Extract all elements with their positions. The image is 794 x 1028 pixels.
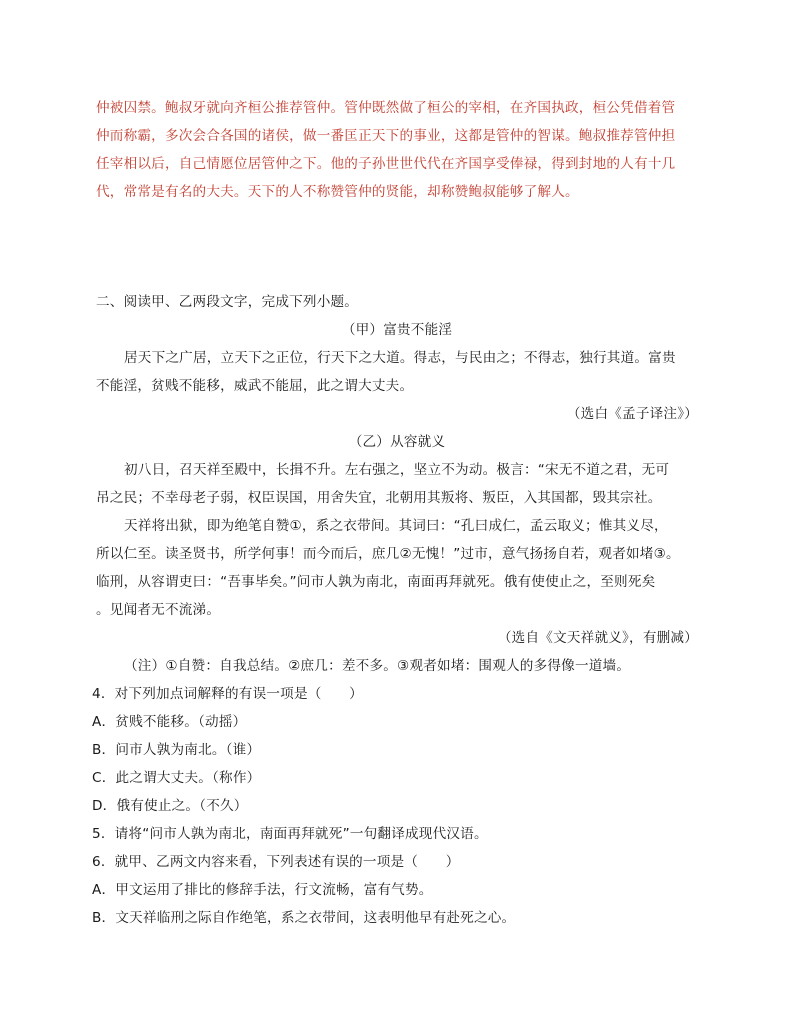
passage-yi-line: 所以仁至。读圣贤书，所学何事！而今而后，庶几②无愧！”过市，意气扬扬自若，观者如堵③。 — [96, 546, 680, 562]
passage-yi-line: 天祥将出狱，即为绝笔自赞①，系之衣带间。其词曰：“孔曰成仁，孟云取义；惟其义尽， — [124, 518, 668, 534]
passage-yi-line: 吊之民；不幸母老子弱，权臣误国，用舍失宜，北朝用其叛将、叛臣，入其国都，毁其宗社。 — [96, 490, 662, 506]
section-heading: 二、阅读甲、乙两段文字，完成下列小题。 — [96, 294, 359, 310]
option-6b: B．文天祥临刑之际自作绝笔，系之衣带间，这表明他早有赴死之心。 — [92, 910, 516, 926]
translation-line: 代，常常是有名的大夫。天下的人不称赞管仲的贤能，却称赞鲍叔能够了解人。 — [96, 184, 579, 200]
passage-jia-line: 居天下之广居，立天下之正位，行天下之大道。得志，与民由之；不得志，独行其道。富贵 — [124, 350, 676, 366]
passage-yi-line: 初八日，召天祥至殿中，长揖不升。左右强之，坚立不为动。极言：“宋无不道之君，无可 — [124, 462, 670, 478]
translation-line: 任宰相以后，自己情愿位居管仲之下。他的子孙世世代代在齐国享受俸禄，得到封地的人有十几 — [96, 156, 676, 172]
footnote: （注）①自赞：自我总结。②庶几：差不多。③观者如堵：围观人的多得像一道墙。 — [124, 658, 631, 674]
translation-line: 仲被囚禁。鲍叔牙就向齐桓公推荐管仲。管仲既然做了桓公的宰相，在齐国执政，桓公凭借着管 — [96, 100, 676, 116]
passage-jia-source: （选白《孟子译注》） — [566, 406, 698, 422]
passage-yi-title: （乙）从容就义 — [348, 434, 446, 450]
question-4: 4．对下列加点词解释的有误一项是（ ） — [92, 686, 363, 702]
option-4c: C．此之谓大丈夫。（称作） — [92, 770, 261, 786]
passage-jia-line: 不能淫，贫贱不能移，威武不能屈，此之谓大丈夫。 — [96, 378, 414, 394]
option-4d: D．俄有使止之。（不久） — [92, 798, 248, 814]
passage-yi-line: 。见闻者无不流涕。 — [96, 602, 221, 618]
passage-jia-title: （甲）富贵不能淫 — [341, 322, 453, 338]
option-4a: A．贫贱不能移。（动摇） — [92, 714, 247, 730]
question-6: 6．就甲、乙两文内容来看，下列表述有误的一项是（ ） — [92, 854, 460, 870]
passage-yi-source: （选自《文天祥就义》，有删减） — [497, 630, 698, 646]
question-5: 5．请将“问市人孰为南北，南面再拜就死”一句翻译成现代汉语。 — [92, 826, 488, 842]
option-6a: A．甲文运用了排比的修辞手法，行文流畅，富有气势。 — [92, 882, 433, 898]
passage-yi-line: 临刑，从容谓吏曰：“吾事毕矣。”问市人孰为南北，南面再拜就死。俄有使使止之，至则死矣 — [96, 574, 656, 590]
option-4b: B．问市人孰为南北。（谁） — [92, 742, 261, 758]
translation-line: 仲而称霸，多次会合各国的诸侯，做一番匡正天下的事业，这都是管仲的智谋。鲍叔推荐管仲担 — [96, 128, 676, 144]
